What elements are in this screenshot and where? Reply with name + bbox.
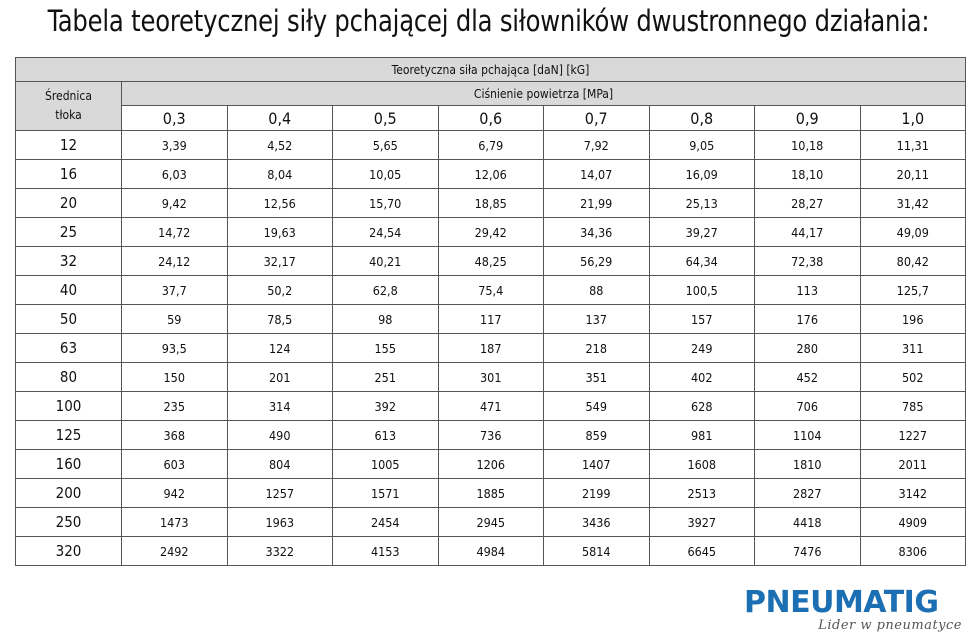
diameter-cell: 20 — [16, 189, 122, 218]
table-row — [16, 247, 966, 276]
force-value-cell: 157 — [649, 305, 755, 334]
force-value-cell: 8,04 — [227, 160, 333, 189]
table-row — [16, 334, 966, 363]
pressure-column-header: 0,9 — [755, 106, 861, 131]
table-row — [16, 537, 966, 566]
force-value-cell: 19,63 — [227, 218, 333, 247]
force-value-cell: 98 — [333, 305, 439, 334]
force-value-cell: 251 — [333, 363, 439, 392]
table-row — [16, 392, 966, 421]
force-value-cell: 15,70 — [333, 189, 439, 218]
force-value-cell: 56,29 — [544, 247, 650, 276]
force-value-cell: 804 — [227, 450, 333, 479]
force-value-cell: 5814 — [544, 537, 650, 566]
diameter-cell: 80 — [16, 363, 122, 392]
force-value-cell: 368 — [122, 421, 228, 450]
pressure-column-header: 0,8 — [649, 106, 755, 131]
force-value-cell: 1227 — [860, 421, 966, 450]
force-value-cell: 2199 — [544, 479, 650, 508]
pressure-column-header: 0,3 — [122, 106, 228, 131]
diameter-cell: 200 — [16, 479, 122, 508]
force-value-cell: 6,03 — [122, 160, 228, 189]
force-value-cell: 1608 — [649, 450, 755, 479]
force-value-cell: 14,72 — [122, 218, 228, 247]
force-value-cell: 2827 — [755, 479, 861, 508]
force-value-cell: 12,06 — [438, 160, 544, 189]
force-value-cell: 113 — [755, 276, 861, 305]
pressure-column-header: 1,0 — [860, 106, 966, 131]
force-value-cell: 72,38 — [755, 247, 861, 276]
force-value-cell: 2513 — [649, 479, 755, 508]
force-value-cell: 21,99 — [544, 189, 650, 218]
force-value-cell: 5,65 — [333, 131, 439, 160]
force-value-cell: 1810 — [755, 450, 861, 479]
force-value-cell: 150 — [122, 363, 228, 392]
diameter-cell: 16 — [16, 160, 122, 189]
force-value-cell: 981 — [649, 421, 755, 450]
force-value-cell: 1005 — [333, 450, 439, 479]
force-value-cell: 4,52 — [227, 131, 333, 160]
force-value-cell: 50,2 — [227, 276, 333, 305]
force-value-cell: 3322 — [227, 537, 333, 566]
force-value-cell: 4909 — [860, 508, 966, 537]
force-value-cell: 187 — [438, 334, 544, 363]
force-value-cell: 37,7 — [122, 276, 228, 305]
force-value-cell: 392 — [333, 392, 439, 421]
page-title: Tabela teoretycznej siły pchającej dla siłowników dwustronnego działania: — [47, 4, 930, 38]
force-table — [15, 57, 966, 566]
force-header: Teoretyczna siła pchająca [daN] [kG] — [16, 58, 966, 82]
force-value-cell: 64,34 — [649, 247, 755, 276]
diameter-header-line2: tłoka — [55, 108, 82, 122]
table-row — [16, 479, 966, 508]
force-value-cell: 25,13 — [649, 189, 755, 218]
force-value-cell: 351 — [544, 363, 650, 392]
force-value-cell: 603 — [122, 450, 228, 479]
force-value-cell: 10,05 — [333, 160, 439, 189]
force-value-cell: 1104 — [755, 421, 861, 450]
force-value-cell: 49,09 — [860, 218, 966, 247]
table-row — [16, 160, 966, 189]
force-value-cell: 9,42 — [122, 189, 228, 218]
brand-logo — [744, 586, 966, 638]
table-row — [16, 189, 966, 218]
force-value-cell: 117 — [438, 305, 544, 334]
force-value-cell: 3142 — [860, 479, 966, 508]
diameter-cell: 320 — [16, 537, 122, 566]
force-value-cell: 1571 — [333, 479, 439, 508]
diameter-cell: 160 — [16, 450, 122, 479]
force-value-cell: 80,42 — [860, 247, 966, 276]
force-value-cell: 137 — [544, 305, 650, 334]
table-row — [16, 421, 966, 450]
force-value-cell: 34,36 — [544, 218, 650, 247]
force-value-cell: 736 — [438, 421, 544, 450]
force-value-cell: 613 — [333, 421, 439, 450]
force-value-cell: 24,54 — [333, 218, 439, 247]
force-value-cell: 18,10 — [755, 160, 861, 189]
force-value-cell: 176 — [755, 305, 861, 334]
diameter-cell: 32 — [16, 247, 122, 276]
force-value-cell: 549 — [544, 392, 650, 421]
force-value-cell: 942 — [122, 479, 228, 508]
force-value-cell: 10,18 — [755, 131, 861, 160]
force-value-cell: 235 — [122, 392, 228, 421]
force-value-cell: 20,11 — [860, 160, 966, 189]
force-value-cell: 3436 — [544, 508, 650, 537]
force-value-cell: 2492 — [122, 537, 228, 566]
force-value-cell: 93,5 — [122, 334, 228, 363]
force-value-cell: 124 — [227, 334, 333, 363]
pressure-column-header: 0,6 — [438, 106, 544, 131]
force-value-cell: 12,56 — [227, 189, 333, 218]
force-value-cell: 2011 — [860, 450, 966, 479]
pressure-header: Ciśnienie powietrza [MPa] — [122, 82, 966, 106]
force-value-cell: 1257 — [227, 479, 333, 508]
force-value-cell: 1963 — [227, 508, 333, 537]
force-value-cell: 40,21 — [333, 247, 439, 276]
diameter-cell: 100 — [16, 392, 122, 421]
force-value-cell: 9,05 — [649, 131, 755, 160]
force-value-cell: 1206 — [438, 450, 544, 479]
diameter-cell: 25 — [16, 218, 122, 247]
force-value-cell: 2454 — [333, 508, 439, 537]
force-value-cell: 4984 — [438, 537, 544, 566]
diameter-cell: 125 — [16, 421, 122, 450]
logo-tagline: Lider w pneumatyce — [818, 618, 962, 633]
diameter-header-line1: Średnica — [45, 89, 92, 103]
force-value-cell: 39,27 — [649, 218, 755, 247]
force-value-cell: 196 — [860, 305, 966, 334]
force-value-cell: 311 — [860, 334, 966, 363]
force-value-cell: 8306 — [860, 537, 966, 566]
force-value-cell: 859 — [544, 421, 650, 450]
diameter-cell: 63 — [16, 334, 122, 363]
force-value-cell: 3927 — [649, 508, 755, 537]
force-value-cell: 2945 — [438, 508, 544, 537]
force-value-cell: 785 — [860, 392, 966, 421]
force-value-cell: 18,85 — [438, 189, 544, 218]
force-value-cell: 75,4 — [438, 276, 544, 305]
pressure-column-header: 0,7 — [544, 106, 650, 131]
diameter-cell: 40 — [16, 276, 122, 305]
pressure-column-header: 0,4 — [227, 106, 333, 131]
force-value-cell: 1885 — [438, 479, 544, 508]
force-value-cell: 249 — [649, 334, 755, 363]
force-value-cell: 59 — [122, 305, 228, 334]
force-value-cell: 11,31 — [860, 131, 966, 160]
force-value-cell: 125,7 — [860, 276, 966, 305]
force-value-cell: 29,42 — [438, 218, 544, 247]
diameter-cell: 12 — [16, 131, 122, 160]
force-value-cell: 24,12 — [122, 247, 228, 276]
force-value-cell: 4153 — [333, 537, 439, 566]
force-value-cell: 628 — [649, 392, 755, 421]
force-value-cell: 706 — [755, 392, 861, 421]
table-row — [16, 131, 966, 160]
force-value-cell: 28,27 — [755, 189, 861, 218]
force-value-cell: 6645 — [649, 537, 755, 566]
force-value-cell: 32,17 — [227, 247, 333, 276]
force-value-cell: 7476 — [755, 537, 861, 566]
diameter-header — [16, 82, 122, 131]
force-value-cell: 14,07 — [544, 160, 650, 189]
force-value-cell: 88 — [544, 276, 650, 305]
force-value-cell: 1473 — [122, 508, 228, 537]
force-value-cell: 48,25 — [438, 247, 544, 276]
force-value-cell: 218 — [544, 334, 650, 363]
force-value-cell: 100,5 — [649, 276, 755, 305]
force-value-cell: 78,5 — [227, 305, 333, 334]
table-row — [16, 218, 966, 247]
force-value-cell: 402 — [649, 363, 755, 392]
force-value-cell: 201 — [227, 363, 333, 392]
force-value-cell: 3,39 — [122, 131, 228, 160]
force-value-cell: 471 — [438, 392, 544, 421]
force-value-cell: 6,79 — [438, 131, 544, 160]
force-value-cell: 1407 — [544, 450, 650, 479]
pressure-column-header: 0,5 — [333, 106, 439, 131]
force-value-cell: 44,17 — [755, 218, 861, 247]
force-value-cell: 280 — [755, 334, 861, 363]
force-value-cell: 31,42 — [860, 189, 966, 218]
force-value-cell: 7,92 — [544, 131, 650, 160]
table-row — [16, 450, 966, 479]
force-value-cell: 155 — [333, 334, 439, 363]
table-row — [16, 363, 966, 392]
diameter-cell: 50 — [16, 305, 122, 334]
table-row — [16, 305, 966, 334]
table-row — [16, 276, 966, 305]
force-value-cell: 490 — [227, 421, 333, 450]
logo-name: PNEUMATIG — [744, 585, 939, 620]
force-value-cell: 62,8 — [333, 276, 439, 305]
force-value-cell: 502 — [860, 363, 966, 392]
diameter-cell: 250 — [16, 508, 122, 537]
force-value-cell: 314 — [227, 392, 333, 421]
force-value-cell: 301 — [438, 363, 544, 392]
force-value-cell: 452 — [755, 363, 861, 392]
table-row — [16, 508, 966, 537]
force-value-cell: 16,09 — [649, 160, 755, 189]
force-value-cell: 4418 — [755, 508, 861, 537]
